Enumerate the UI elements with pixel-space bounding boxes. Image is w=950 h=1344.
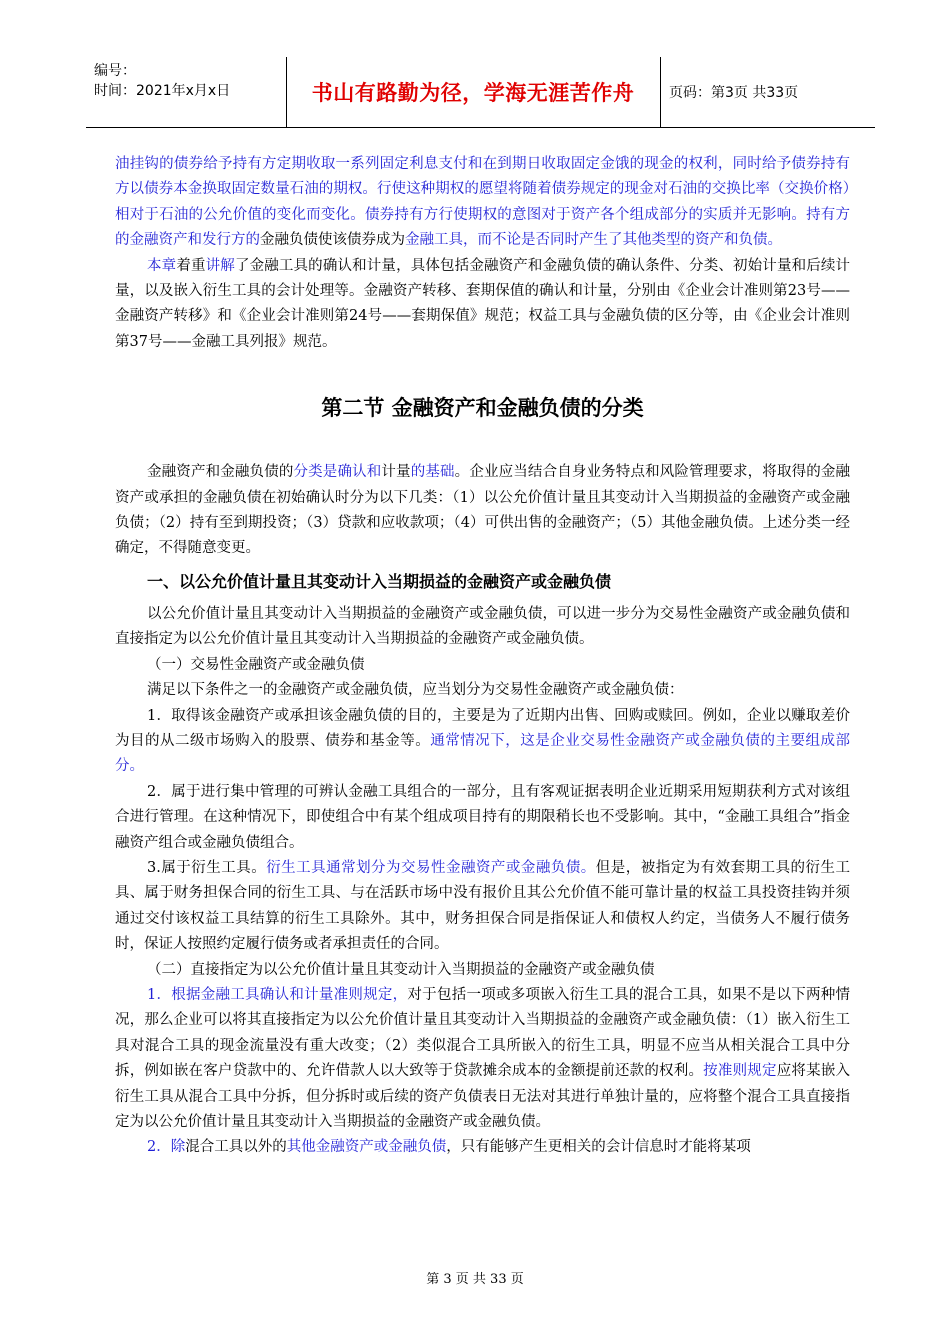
paragraph: 金融资产和金融负债的分类是确认和计量的基础。企业应当结合自身业务特点和风险管理要求，将取得的金融资产或承担的金融负债在初始确认时分为以下几类：（1）以公允价值计量且其变动计入当期损益的金融资产或金融负债；（2）持有至到期投资；（3）贷款和应收款项；（4）可供出售的金融资产；（5）其他金融负债。上述分类一经确定，不得随意变更。 [115,464,851,557]
header-meta [86,57,287,127]
paragraph: 3.属于衍生工具。衍生工具通常划分为交易性金融资产或金融负债。但是，被指定为有效套期工具的衍生工具、属于财务担保合同的衍生工具、与在活跃市场中没有报价且其公允价值不能可靠计量的权益工具投资挂钩并须通过交付该权益工具结算的衍生工具除外。其中，财务担保合同是指保证人和债权人约定，当债务人不履行债务时，保证人按照约定履行债务或者承担责任的合同。 [115,859,851,953]
header-page-info: 页码：第3页 共33页 [669,85,799,101]
item-title: （一）交易性金融资产或金融负债 [147,656,365,673]
header-motto: 书山有路勤为径，学海无涯苦作舟 [286,57,661,127]
section-title: 第二节 金融资产和金融负债的分类 [321,396,644,421]
paragraph: 本章着重讲解了金融工具的确认和计量，具体包括金融资产和金融负债的确认条件、分类、初始计量和后续计量，以及嵌入衍生工具的会计处理等。金融资产转移、套期保值的确认和计量，分别由《企业会计准则第23号——金融资产转移》和《企业会计准则第24号——套期保值》规范；权益工具与金融负债的区分等，由《企业会计准则第37号——金融工具列报》规范。 [115,257,851,350]
time-label: 时间：2021年x月x日 [94,83,231,99]
paragraph: 以公允价值计量且其变动计入当期损益的金融资产或金融负债，可以进一步分为交易性金融资产或金融负债和直接指定为以公允价值计量且其变动计入当期损益的金融资产或金融负债。 [115,605,850,648]
document-body [115,152,850,1161]
item-title: （二）直接指定为以公允价值计量且其变动计入当期损益的金融资产或金融负债 [147,961,655,978]
paragraph: 油挂钩的债券给予持有方定期收取一系列固定利息支付和在到期日收取固定金饿的现金的权利，同时给予债券持有方以债券本金换取固定数量石油的期权。行使这种期权的愿望将随着债券规定的现金对石油的交换比率（交换价格）相对于石油的公允价值的变化而变化。债券持有方行使期权的意图对于资产各个组成部分的实质并无影响。持有方的金融资产和发行方的金融负债使该债券成为金融工具，而不论是否同时产生了其他类型的资产和负债。 [115,156,850,249]
paragraph: 2．属于进行集中管理的可辨认金融工具组合的一部分，且有客观证据表明企业近期采用短期获利方式对该组合进行管理。在这种情况下，即使组合中有某个组成项目持有的期限稍长也不受影响。其中，“金融工具组合”指金融资产组合或金融负债组合。 [115,783,850,851]
page-footer: 第 3 页 共 33 页 [426,1272,524,1287]
subsection-title: 一、以公允价值计量且其变动计入当期损益的金融资产或金融负债 [147,571,612,591]
number-label: 编号： [94,63,136,79]
paragraph: 2．除混合工具以外的其他金融资产或金融负债，只有能够产生更相关的会计信息时才能将某项 [147,1139,751,1156]
paragraph: 1．取得该金融资产或承担该金融负债的目的，主要是为了近期内出售、回购或赎回。例如，企业以赚取差价为目的从二级市场购入的股票、债券和基金等。通常情况下，这是企业交易性金融资产或金融负债的主要组成部分。 [115,707,850,775]
page-header [86,57,875,128]
paragraph: 1．根据金融工具确认和计量准则规定，对于包括一项或多项嵌入衍生工具的混合工具，如果不是以下两种情况，那么企业可以将其直接指定为以公允价值计量且其变动计入当期损益的金融资产或金融负债：（1）嵌入衍生工具对混合工具的现金流量没有重大改变；（2）类似混合工具所嵌入的衍生工具，明显不应当从相关混合工具中分拆，例如嵌在客户贷款中的、允许借款人以大致等于贷款摊余成本的金额提前还款的权利。按准则规定应将某嵌入衍生工具从混合工具中分拆，但分拆时或后续的资产负债表日无法对其进行单独计量的，应将整个混合工具直接指定为以公允价值计量且其变动计入当期损益的金融资产或金融负债。 [115,986,851,1130]
paragraph: 满足以下条件之一的金融资产或金融负债，应当划分为交易性金融资产或金融负债： [147,682,684,699]
